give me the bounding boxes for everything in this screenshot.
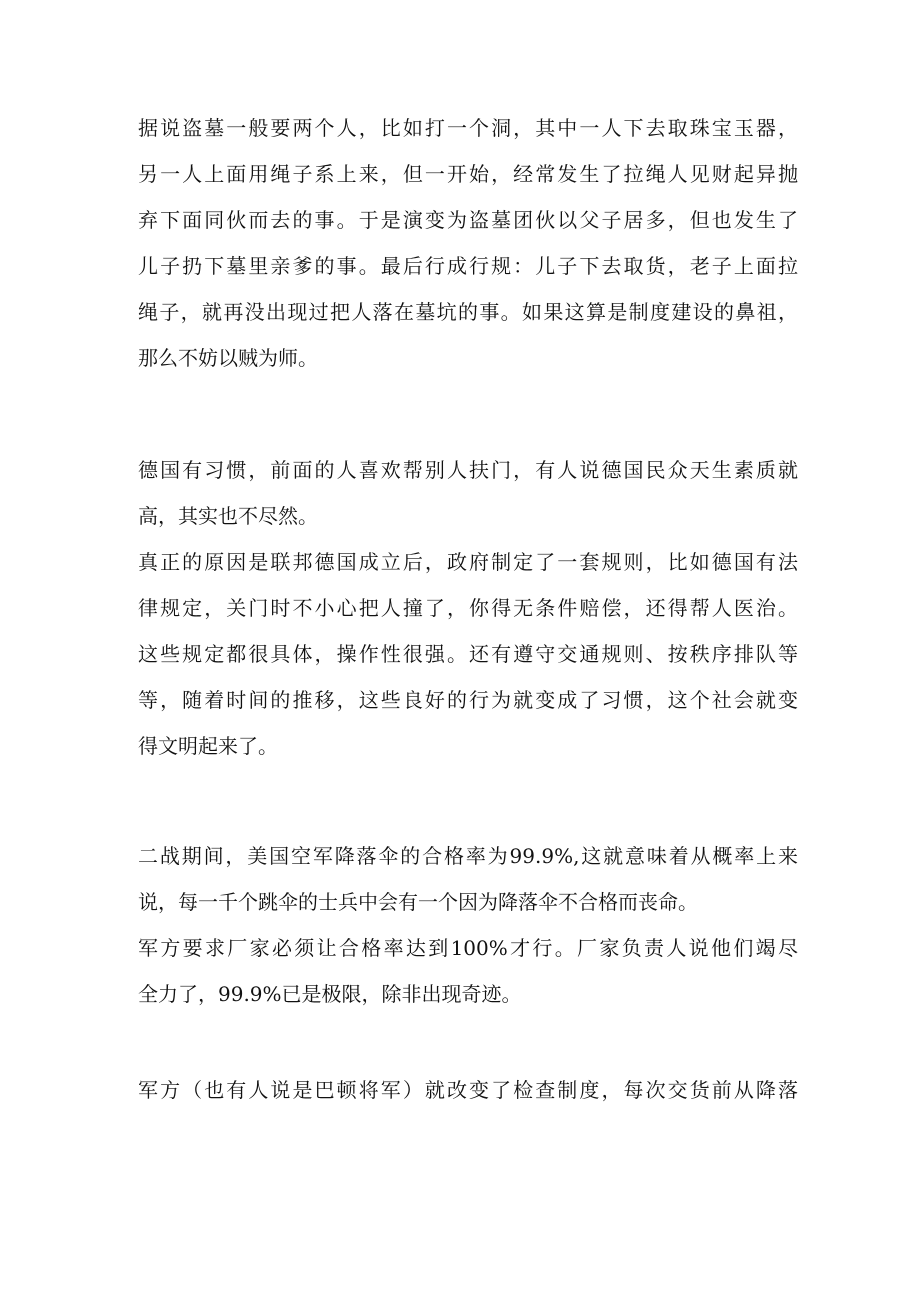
text-line: 得文明起来了。 bbox=[138, 734, 278, 758]
text-line: 这些规定都很具体，操作性很强。还有遵守交通规则、按秩序排队等 bbox=[138, 642, 798, 666]
text-line: 德国有习惯，前面的人喜欢帮别人扶门，有人说德国民众天生素质就 bbox=[138, 458, 798, 482]
text-line: 那么不妨以贼为师。 bbox=[138, 346, 318, 370]
text-line: 高，其实也不尽然。 bbox=[138, 504, 318, 528]
text-line: 等，随着时间的推移，这些良好的行为就变成了习惯，这个社会就变 bbox=[138, 688, 798, 712]
paragraph-grave-robbing bbox=[138, 118, 798, 394]
text-line: 军方要求厂家必须让合格率达到100%才行。厂家负责人说他们竭尽 bbox=[138, 936, 798, 960]
text-line: 军方（也有人说是巴顿将军）就改变了检查制度，每次交货前从降落 bbox=[138, 1078, 798, 1102]
paragraph-parachute bbox=[138, 846, 798, 1030]
text-line: 二战期间，美国空军降落伞的合格率为99.9%,这就意味着从概率上来 bbox=[138, 844, 798, 868]
text-line: 绳子，就再没出现过把人落在墓坑的事。如果这算是制度建设的鼻祖， bbox=[138, 300, 798, 324]
paragraph-germany-habits bbox=[138, 460, 798, 782]
text-line: 律规定，关门时不小心把人撞了，你得无条件赔偿，还得帮人医治。 bbox=[138, 596, 798, 620]
text-line: 另一人上面用绳子系上来，但一开始，经常发生了拉绳人见财起异抛 bbox=[138, 162, 798, 186]
text-line: 弃下面同伙而去的事。于是演变为盗墓团伙以父子居多，但也发生了 bbox=[138, 208, 798, 232]
text-line: 全力了，99.9%已是极限，除非出现奇迹。 bbox=[138, 982, 522, 1006]
text-line: 儿子扔下墓里亲爹的事。最后行成行规：儿子下去取货，老子上面拉 bbox=[138, 254, 798, 278]
text-line: 真正的原因是联邦德国成立后，政府制定了一套规则，比如德国有法 bbox=[138, 550, 798, 574]
text-line: 据说盗墓一般要两个人，比如打一个洞，其中一人下去取珠宝玉器， bbox=[138, 116, 798, 140]
text-line: 说，每一千个跳伞的士兵中会有一个因为降落伞不合格而丧命。 bbox=[138, 890, 698, 914]
paragraph-inspection-change bbox=[138, 1080, 798, 1126]
